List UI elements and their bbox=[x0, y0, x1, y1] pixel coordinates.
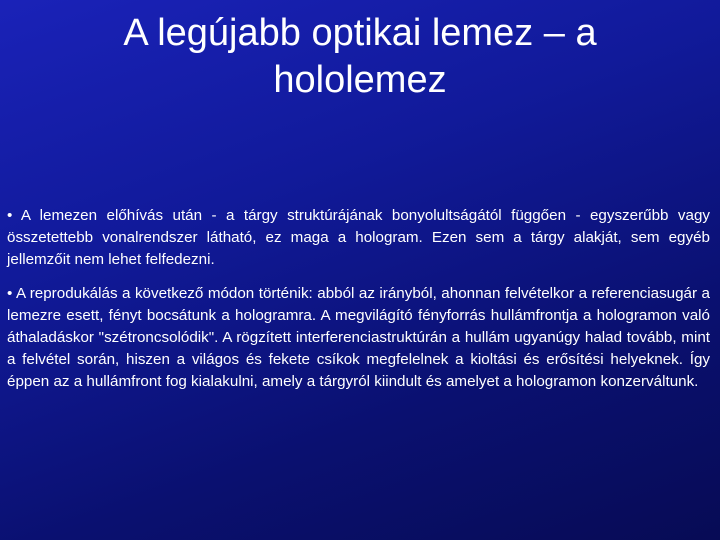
slide-body bbox=[7, 205, 710, 405]
bullet-paragraph-2: • A reprodukálás a következő módon történik: abból az irányból, ahonnan felvételkor a referenciasugár a lemezre esett, fényt bocsátunk a hologramra. A megvilágító fényforrás hullámfrontja a hologramon való áthaladáskor "szétroncsolódik". A rögzített interferenciastruktúrán a hullám ugyanúgy halad tovább, mint a felvétel során, hiszen a világos és fekete csíkok megfelelnek a kioltási és erősítési helyeknek. Így éppen az a hullámfront fog kialakulni, amely a tárgyról kiindult és amelyet a hologramon konzerváltunk. bbox=[7, 285, 710, 390]
slide-title: A legújabb optikai lemez – a hololemez bbox=[123, 12, 597, 101]
bullet-paragraph-1: • A lemezen előhívás után - a tárgy struktúrájának bonyolultságától függően - egyszerűbb vagy összetettebb vonalrendszer látható, ez maga a hologram. Ezen sem a tárgy alakját, sem egyéb jellemzőit nem lehet felfedezni. bbox=[7, 207, 710, 268]
